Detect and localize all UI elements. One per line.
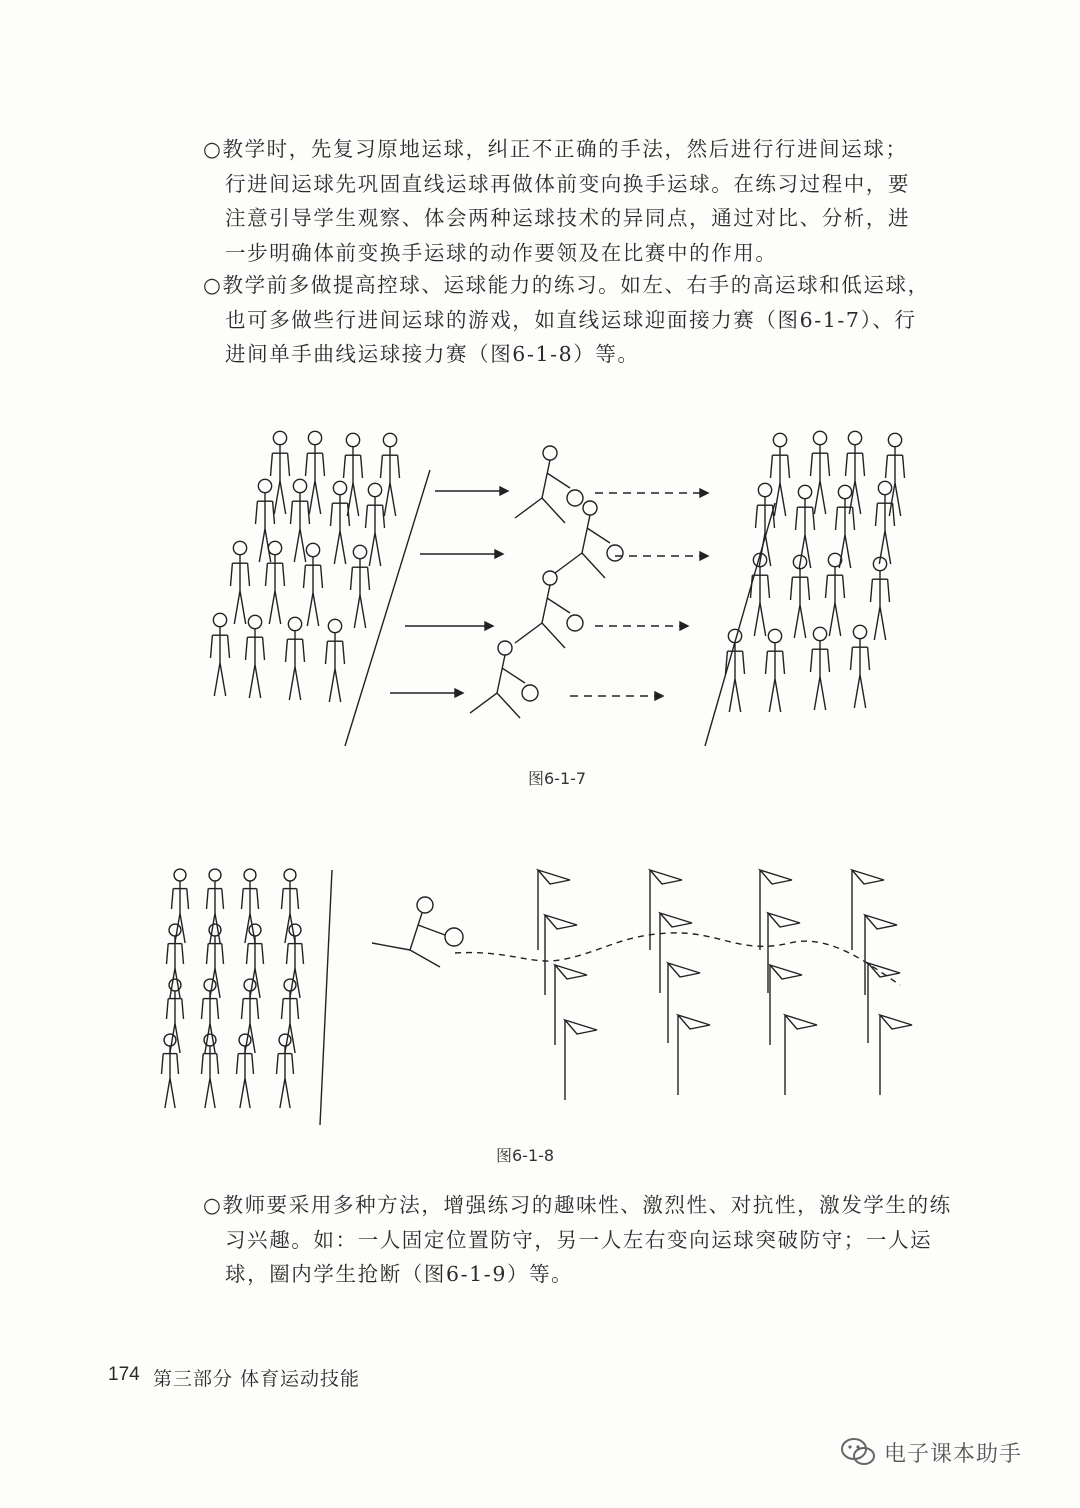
flag-marker [650,870,682,950]
paragraph-line: 也可多做些行进间运球的游戏，如直线运球迎面接力赛（图6-1-7）、行 [225,307,917,332]
student-figure [871,557,890,640]
watermark [840,1436,1022,1468]
student-figure [851,625,870,708]
paragraph-line: 行进间运球先巩固直线运球再做体前变向换手运球。在练习过程中，要 [225,171,911,196]
student-figure [771,433,790,516]
paragraph-methods [203,1188,952,1292]
student-figure [266,541,285,624]
paragraph-line: 注意引导学生观察、体会两种运球技术的异同点，通过对比、分析，进 [225,206,911,230]
student-figure [237,1034,254,1108]
section-label: 第三部分 [153,1368,234,1390]
student-figure [811,627,830,710]
student-figure [846,431,865,514]
runner-figure [372,897,463,967]
student-figure [286,617,305,700]
student-figure [326,619,345,702]
flag-marker [660,913,692,993]
flag-marker [545,915,577,995]
flag-marker [678,1015,710,1095]
student-figure [246,615,265,698]
paragraph-pre-teaching [203,268,933,372]
student-figure [766,629,785,712]
paragraph-line: ○教学前多做提高控球、运球能力的练习。如左、右手的高运球和低运球， [203,273,930,297]
runner-figure [515,446,583,523]
runner-figure [515,571,583,648]
flag-marker [785,1015,817,1095]
flag-marker [760,870,792,950]
paragraph-teaching-method [203,132,933,270]
relay-race-illustration [195,408,925,753]
student-figure [366,483,385,566]
paragraph-line: 进间单手曲线运球接力赛（图6-1-8）等。 [225,342,640,366]
student-figure [202,1034,219,1108]
student-figure [381,433,400,516]
figure-caption: 图6-1-7 [528,769,587,788]
runner-figure [470,641,538,718]
flag-marker [852,870,884,950]
student-figure [811,431,830,514]
student-figure [351,545,370,628]
student-figure [826,553,845,636]
page-number: 174 [108,1364,140,1385]
student-figure [256,479,275,562]
paragraph-line: 一步明确体前变换手运球的动作要领及在比赛中的作用。 [225,240,778,265]
student-figure [277,1034,294,1108]
student-figure [306,431,325,514]
student-figure [231,541,250,624]
student-figure [271,431,290,514]
student-figure [304,543,323,626]
student-figure [331,481,350,564]
flag-marker [768,913,800,993]
paragraph-line: 习兴趣。如：一人固定位置防守，另一人左右变向运球突破防守；一人运 [225,1227,933,1252]
curve-dribble-illustration [150,855,925,1137]
flag-marker [668,963,700,1043]
watermark-text: 电子课本助手 [884,1441,1023,1467]
flag-marker [865,915,897,995]
student-figure [211,613,230,696]
flag-marker [565,1020,597,1100]
runner-figure [555,501,623,578]
paragraph-line: ○教学时，先复习原地运球，纠正不正确的手法，然后进行行进间运球； [203,137,908,161]
chapter-label: 体育运动技能 [240,1368,361,1390]
flag-marker [770,965,802,1045]
paragraph-line: 球，圈内学生抢断（图6-1-9）等。 [225,1262,574,1286]
flag-marker [880,1015,912,1095]
figure-caption: 图6-1-8 [496,1146,555,1165]
flag-marker [868,963,900,1043]
student-figure [876,481,895,564]
wechat-icon [840,1436,876,1468]
student-figure [162,1034,179,1108]
paragraph-line: ○教师要采用多种方法，增强练习的趣味性、激烈性、对抗性，激发学生的练 [203,1193,952,1217]
flag-marker [538,870,570,950]
